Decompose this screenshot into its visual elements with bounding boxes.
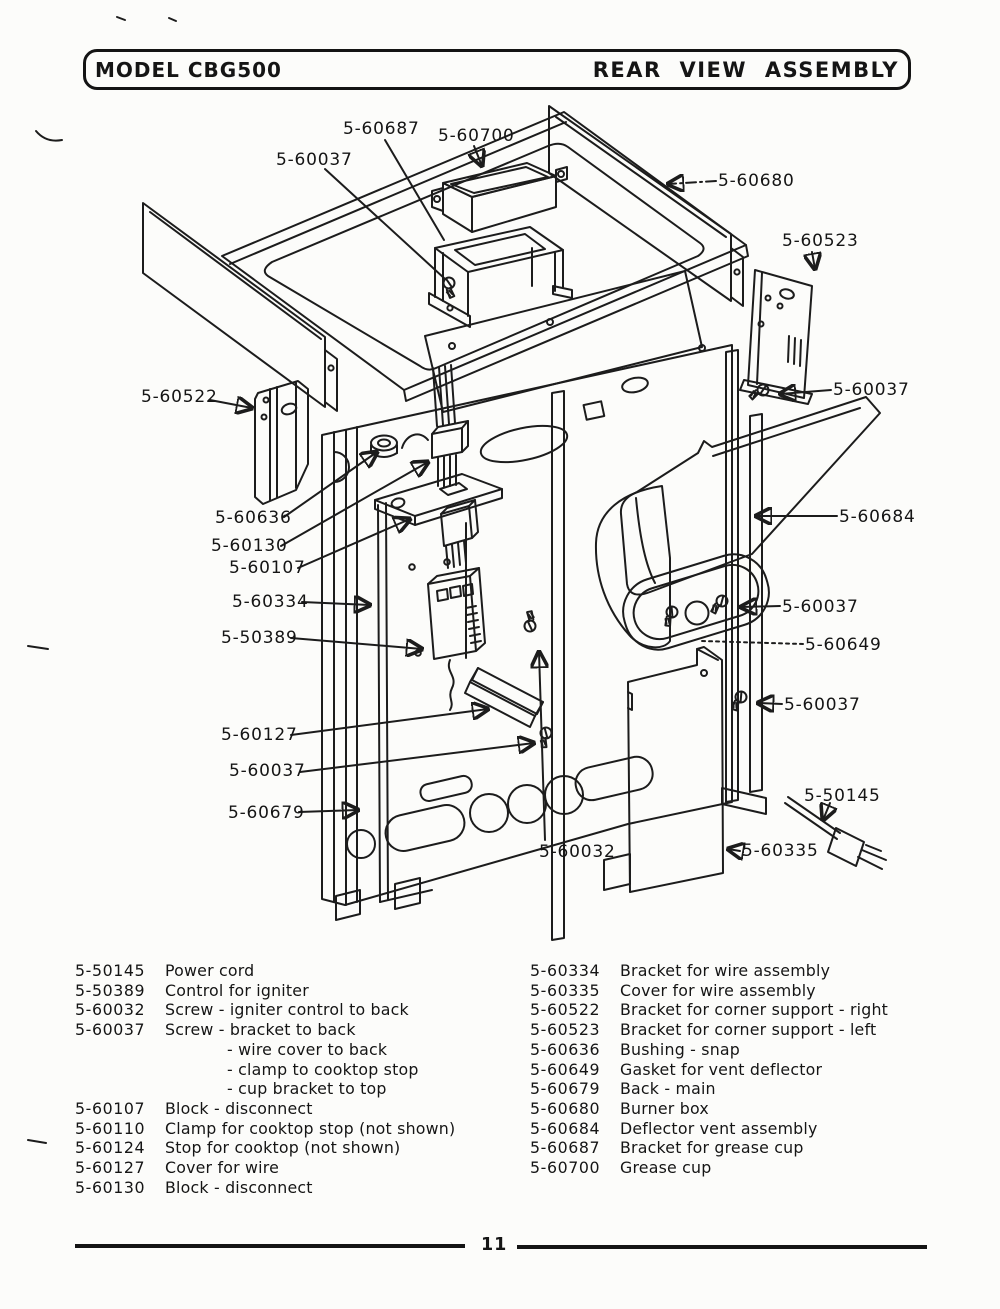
- corner-bracket-right: [255, 381, 308, 504]
- callout-5-60037-low: 5-60037: [784, 695, 861, 715]
- part-description: Burner box: [620, 1098, 709, 1118]
- callout-5-60649: 5-60649: [805, 635, 882, 655]
- wire-cover-channel: [465, 668, 543, 727]
- parts-row: [530, 961, 990, 981]
- part-description: Bracket for wire assembly: [620, 961, 831, 980]
- parts-row: [530, 1079, 990, 1099]
- page-number: 11: [481, 1235, 508, 1255]
- part-description: - wire cover to back: [227, 1039, 388, 1059]
- parts-row: [75, 1000, 525, 1020]
- part-description: Back - main: [620, 1079, 716, 1099]
- deflector-end-cap: [596, 486, 670, 647]
- callout-5-60037-top: 5-60037: [276, 150, 353, 170]
- part-description: Deflector vent assembly: [620, 1118, 818, 1138]
- part-description: Stop for cooktop (not shown): [165, 1138, 401, 1158]
- part-number: 5-50145: [75, 961, 146, 980]
- callout-5-60037-right-top: 5-60037: [833, 380, 910, 400]
- part-number: [75, 1060, 165, 1080]
- igniter-wiring: [433, 365, 455, 426]
- parts-row: [75, 1178, 525, 1198]
- callout-5-60335: 5-60335: [742, 841, 819, 861]
- parts-row: [530, 1158, 990, 1178]
- parts-row: [530, 1060, 990, 1080]
- callout-5-60130: 5-60130: [211, 536, 288, 556]
- callout-5-60107: 5-60107: [229, 558, 306, 578]
- part-description: Block - disconnect: [165, 1177, 313, 1197]
- part-number: 5-60522: [530, 1000, 601, 1020]
- part-description: Screw - bracket to back: [165, 1020, 356, 1040]
- screw-gasket-left: [658, 604, 681, 628]
- wire-assembly-cover: [628, 647, 723, 892]
- grease-cup: [432, 163, 567, 232]
- corner-bracket-left: [740, 270, 812, 404]
- parts-row-continuation: [75, 1040, 525, 1060]
- part-description: Power cord: [165, 961, 255, 980]
- footer-rule-right: [517, 1245, 927, 1249]
- parts-row: [75, 1119, 525, 1139]
- parts-row: [530, 1020, 990, 1040]
- callout-5-60127: 5-60127: [221, 725, 298, 745]
- part-number: 5-60032: [75, 1000, 146, 1020]
- parts-row: [75, 1020, 525, 1040]
- part-description: Cover for wire: [165, 1158, 279, 1178]
- screw-5-60032: [521, 610, 540, 633]
- parts-row: [530, 981, 990, 1001]
- part-number: 5-60107: [75, 1098, 146, 1118]
- part-description: Screw - igniter control to back: [165, 1000, 409, 1020]
- parts-row: [530, 1119, 990, 1139]
- part-number: 5-60523: [530, 1020, 601, 1040]
- parts-row-continuation: [75, 1079, 525, 1099]
- part-description: Gasket for vent deflector: [620, 1059, 823, 1079]
- callout-5-60037-mid: 5-60037: [782, 597, 859, 617]
- part-number: 5-60700: [530, 1158, 601, 1178]
- callout-5-60680: 5-60680: [718, 171, 795, 191]
- parts-row: [530, 1040, 990, 1060]
- part-number: 5-60684: [530, 1118, 601, 1138]
- part-number: 5-60037: [75, 1020, 146, 1040]
- part-number: 5-60130: [75, 1177, 146, 1197]
- callout-5-60334: 5-60334: [232, 592, 309, 612]
- part-description: Bracket for corner support - left: [620, 1020, 877, 1040]
- part-description: Cover for wire assembly: [620, 980, 816, 1000]
- part-description: - clamp to cooktop stop: [227, 1059, 419, 1079]
- part-description: Block - disconnect: [165, 1098, 313, 1118]
- part-description: Control for igniter: [165, 980, 309, 1000]
- callout-5-60032: 5-60032: [539, 842, 616, 862]
- callout-5-60636: 5-60636: [215, 508, 292, 528]
- callout-5-60684: 5-60684: [839, 507, 916, 527]
- callout-5-60687: 5-60687: [343, 119, 420, 139]
- parts-row: [75, 1099, 525, 1119]
- parts-row: [75, 981, 525, 1001]
- parts-row: [530, 1000, 990, 1020]
- parts-row: [530, 1138, 990, 1158]
- parts-row-continuation: [75, 1060, 525, 1080]
- part-number: [75, 1079, 165, 1099]
- parts-list-left: [75, 961, 525, 1197]
- model-title: MODEL CBG500: [95, 57, 282, 82]
- wire-hook: [402, 434, 428, 448]
- part-number: 5-60679: [530, 1079, 601, 1099]
- parts-list-right: [530, 961, 990, 1178]
- part-number: [75, 1040, 165, 1060]
- title-bar: [83, 49, 911, 90]
- part-number: 5-60335: [530, 980, 601, 1000]
- callout-5-50389: 5-50389: [221, 628, 298, 648]
- part-number: 5-60649: [530, 1059, 601, 1079]
- part-description: - cup bracket to top: [227, 1079, 387, 1099]
- parts-row: [75, 1158, 525, 1178]
- snap-bushing: [371, 434, 428, 457]
- part-number: 5-60127: [75, 1158, 146, 1178]
- callout-5-60037-left-low: 5-60037: [229, 761, 306, 781]
- part-description: Bushing - snap: [620, 1039, 741, 1059]
- part-number: 5-60687: [530, 1138, 601, 1158]
- parts-row: [75, 1138, 525, 1158]
- part-number: 5-60636: [530, 1039, 601, 1059]
- callout-5-50145: 5-50145: [804, 786, 881, 806]
- igniter-control: [428, 568, 485, 710]
- part-description: Bracket for grease cup: [620, 1138, 804, 1158]
- part-description: Bracket for corner support - right: [620, 1000, 889, 1020]
- part-number: 5-50389: [75, 980, 146, 1000]
- callout-5-60523: 5-60523: [782, 231, 859, 251]
- part-number: 5-60110: [75, 1118, 146, 1138]
- part-description: Grease cup: [620, 1158, 712, 1178]
- callout-5-60522: 5-60522: [141, 387, 218, 407]
- parts-row: [75, 961, 525, 981]
- part-number: 5-60334: [530, 961, 601, 980]
- part-number: 5-60680: [530, 1098, 601, 1118]
- view-title: REAR VIEW ASSEMBLY: [592, 57, 899, 82]
- part-description: Clamp for cooktop stop (not shown): [165, 1118, 456, 1138]
- callout-5-60679: 5-60679: [228, 803, 305, 823]
- parts-row: [530, 1099, 990, 1119]
- callout-5-60700: 5-60700: [438, 126, 515, 146]
- part-number: 5-60124: [75, 1138, 146, 1158]
- footer-rule-left: [75, 1244, 465, 1248]
